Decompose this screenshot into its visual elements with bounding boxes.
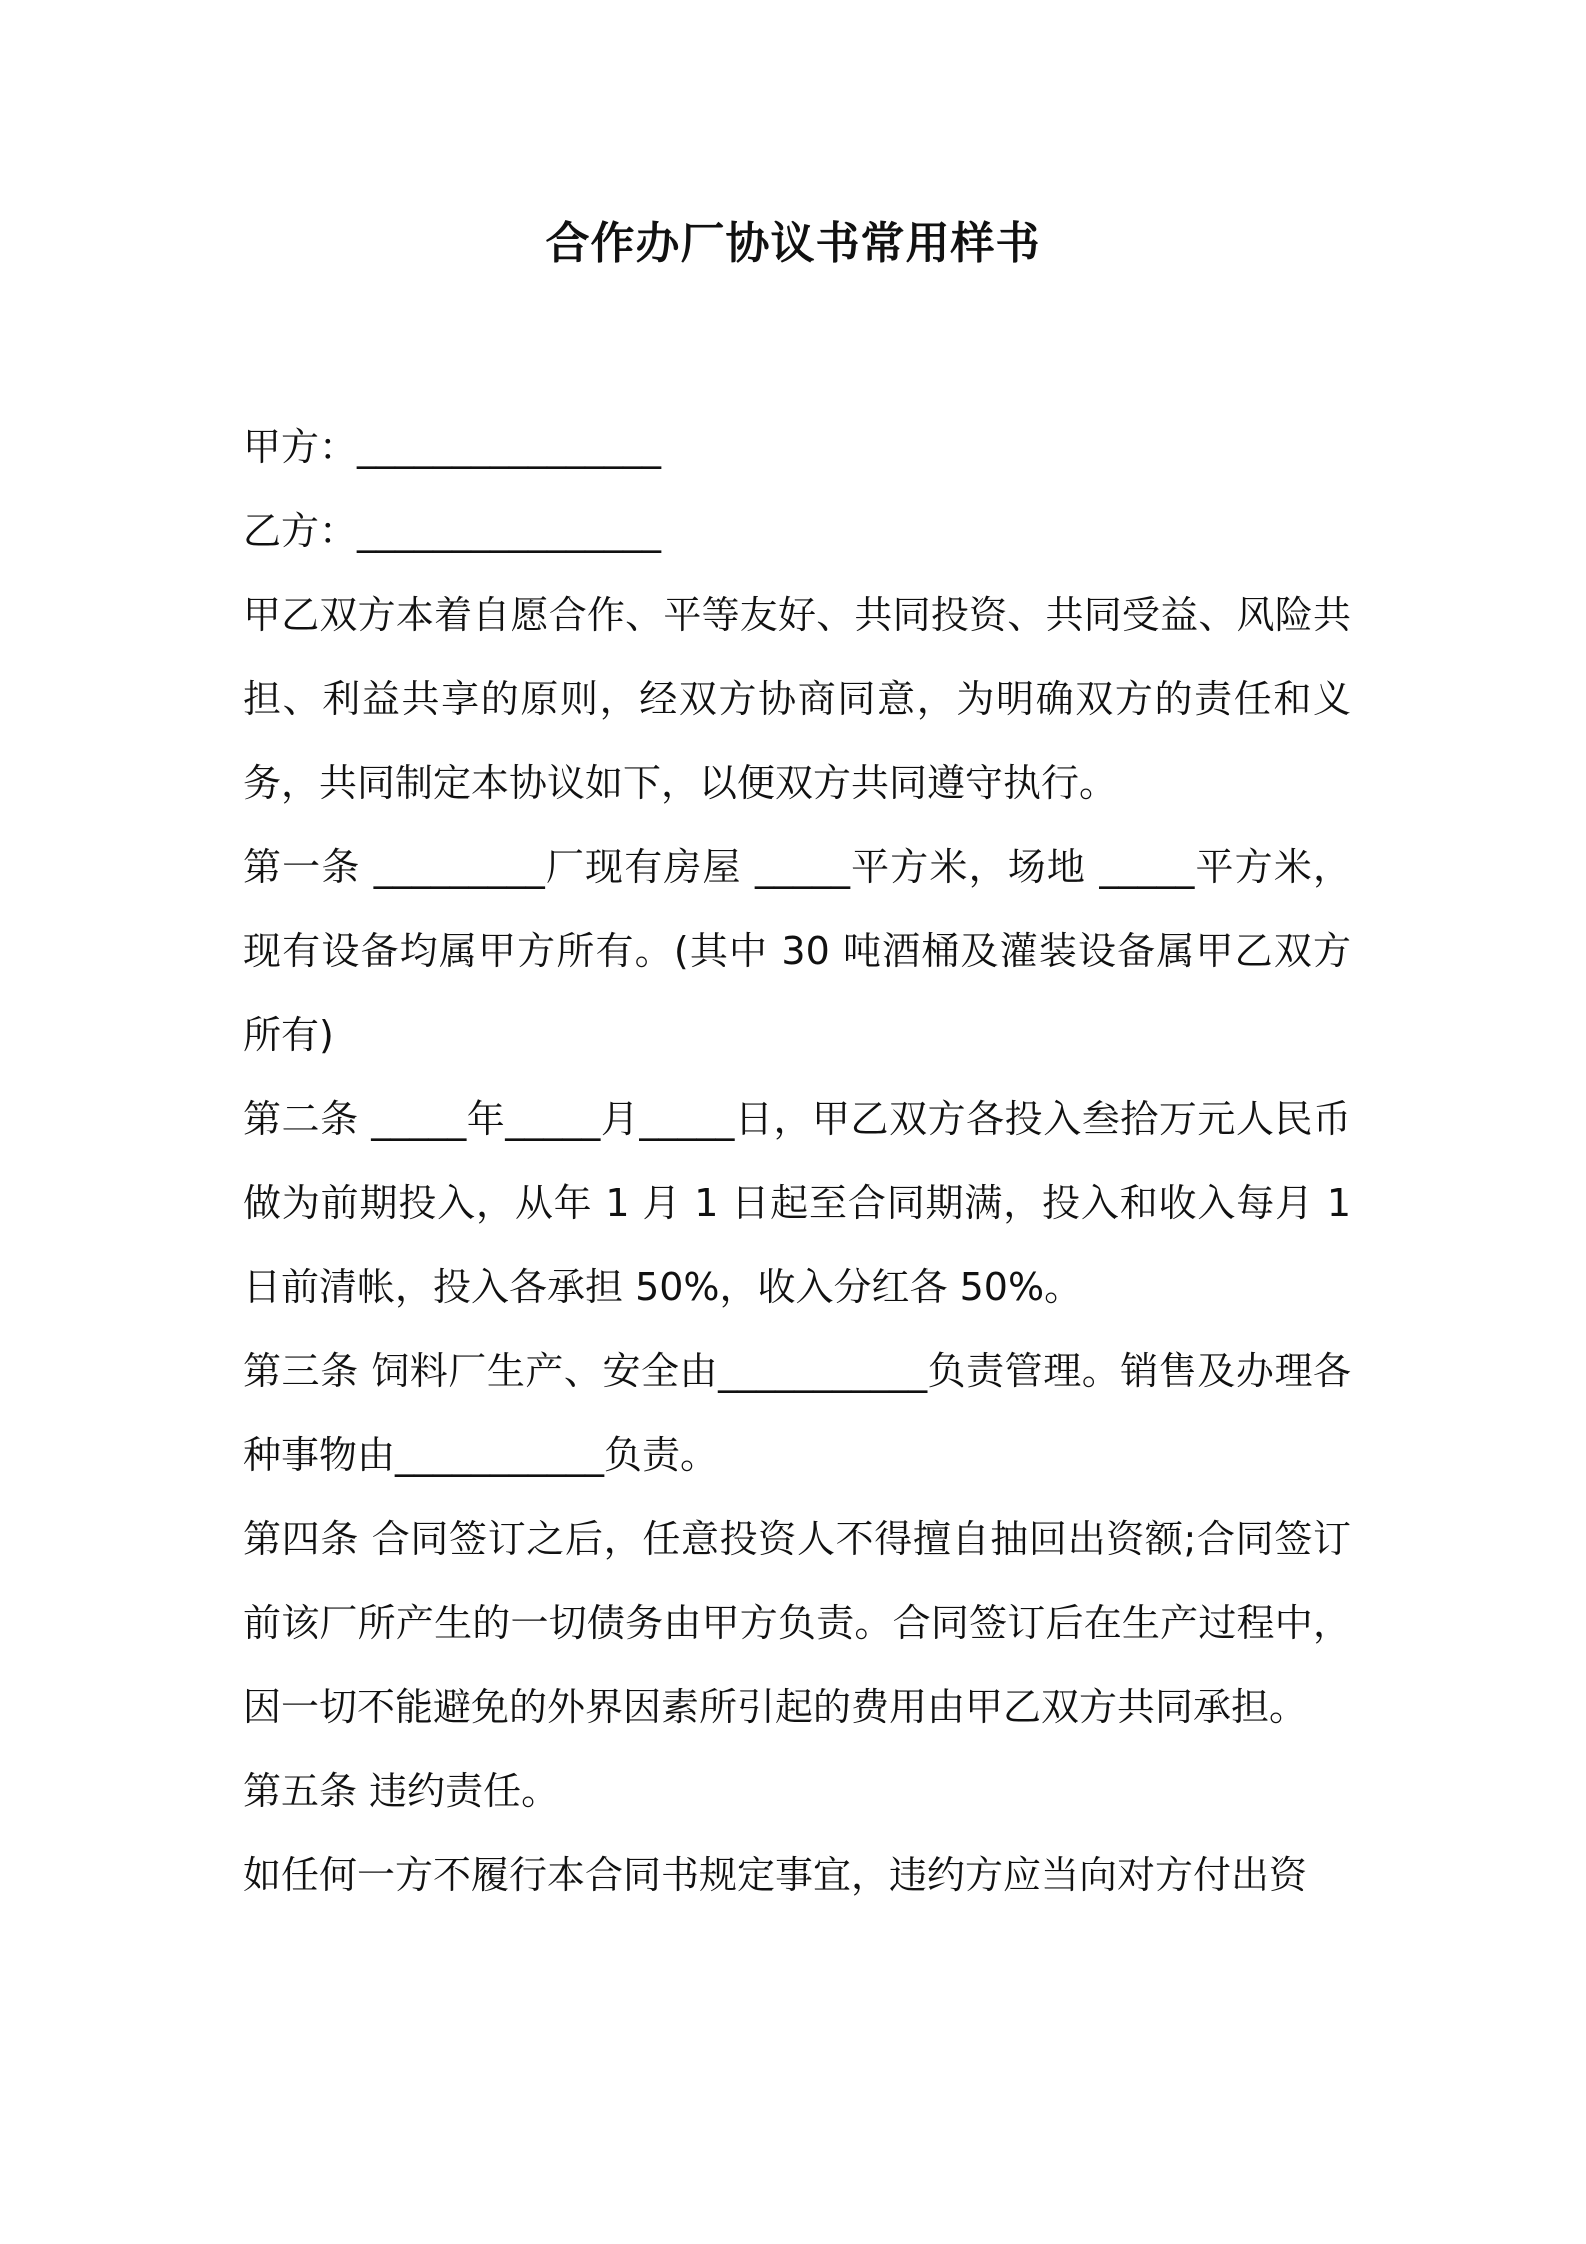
article-5-body: 如任何一方不履行本合同书规定事宜，违约方应当向对方付出资 (243, 1853, 1308, 1897)
party-b-line: 乙方：________________ (243, 509, 662, 553)
preamble-paragraph: 甲乙双方本着自愿合作、平等友好、共同投资、共同受益、风险共担、利益共享的原则，经双方协商同意，为明确双方的责任和义务，共同制定本协议如下，以便双方共同遵守执行。 (243, 593, 1351, 805)
document-body (243, 405, 1351, 1917)
party-a-line: 甲方：________________ (243, 425, 662, 469)
article-4-paragraph: 第四条 合同签订之后，任意投资人不得擅自抽回出资额;合同签订前该厂所产生的一切债务由甲方负责。合同签订后在生产过程中，因一切不能避免的外界因素所引起的费用由甲乙双方共同承担。 (243, 1517, 1351, 1729)
article-2-paragraph: 第二条 _____年_____月_____日，甲乙双方各投入叁拾万元人民币做为前期投入，从年 1 月 1 日起至合同期满，投入和收入每月 1 日前清帐，投入各承担 50%，收入分红各 50%。 (243, 1097, 1351, 1309)
article-1-paragraph: 第一条 _________厂现有房屋 _____平方米，场地 _____平方米，现有设备均属甲方所有。(其中 30 吨酒桶及灌装设备属甲乙双方所有) (243, 845, 1351, 1057)
article-5-heading: 第五条 违约责任。 (243, 1769, 560, 1813)
document-title: 合作办厂协议书常用样书 (545, 218, 1041, 269)
article-3-paragraph: 第三条 饲料厂生产、安全由___________负责管理。销售及办理各种事物由___________负责。 (243, 1349, 1351, 1477)
